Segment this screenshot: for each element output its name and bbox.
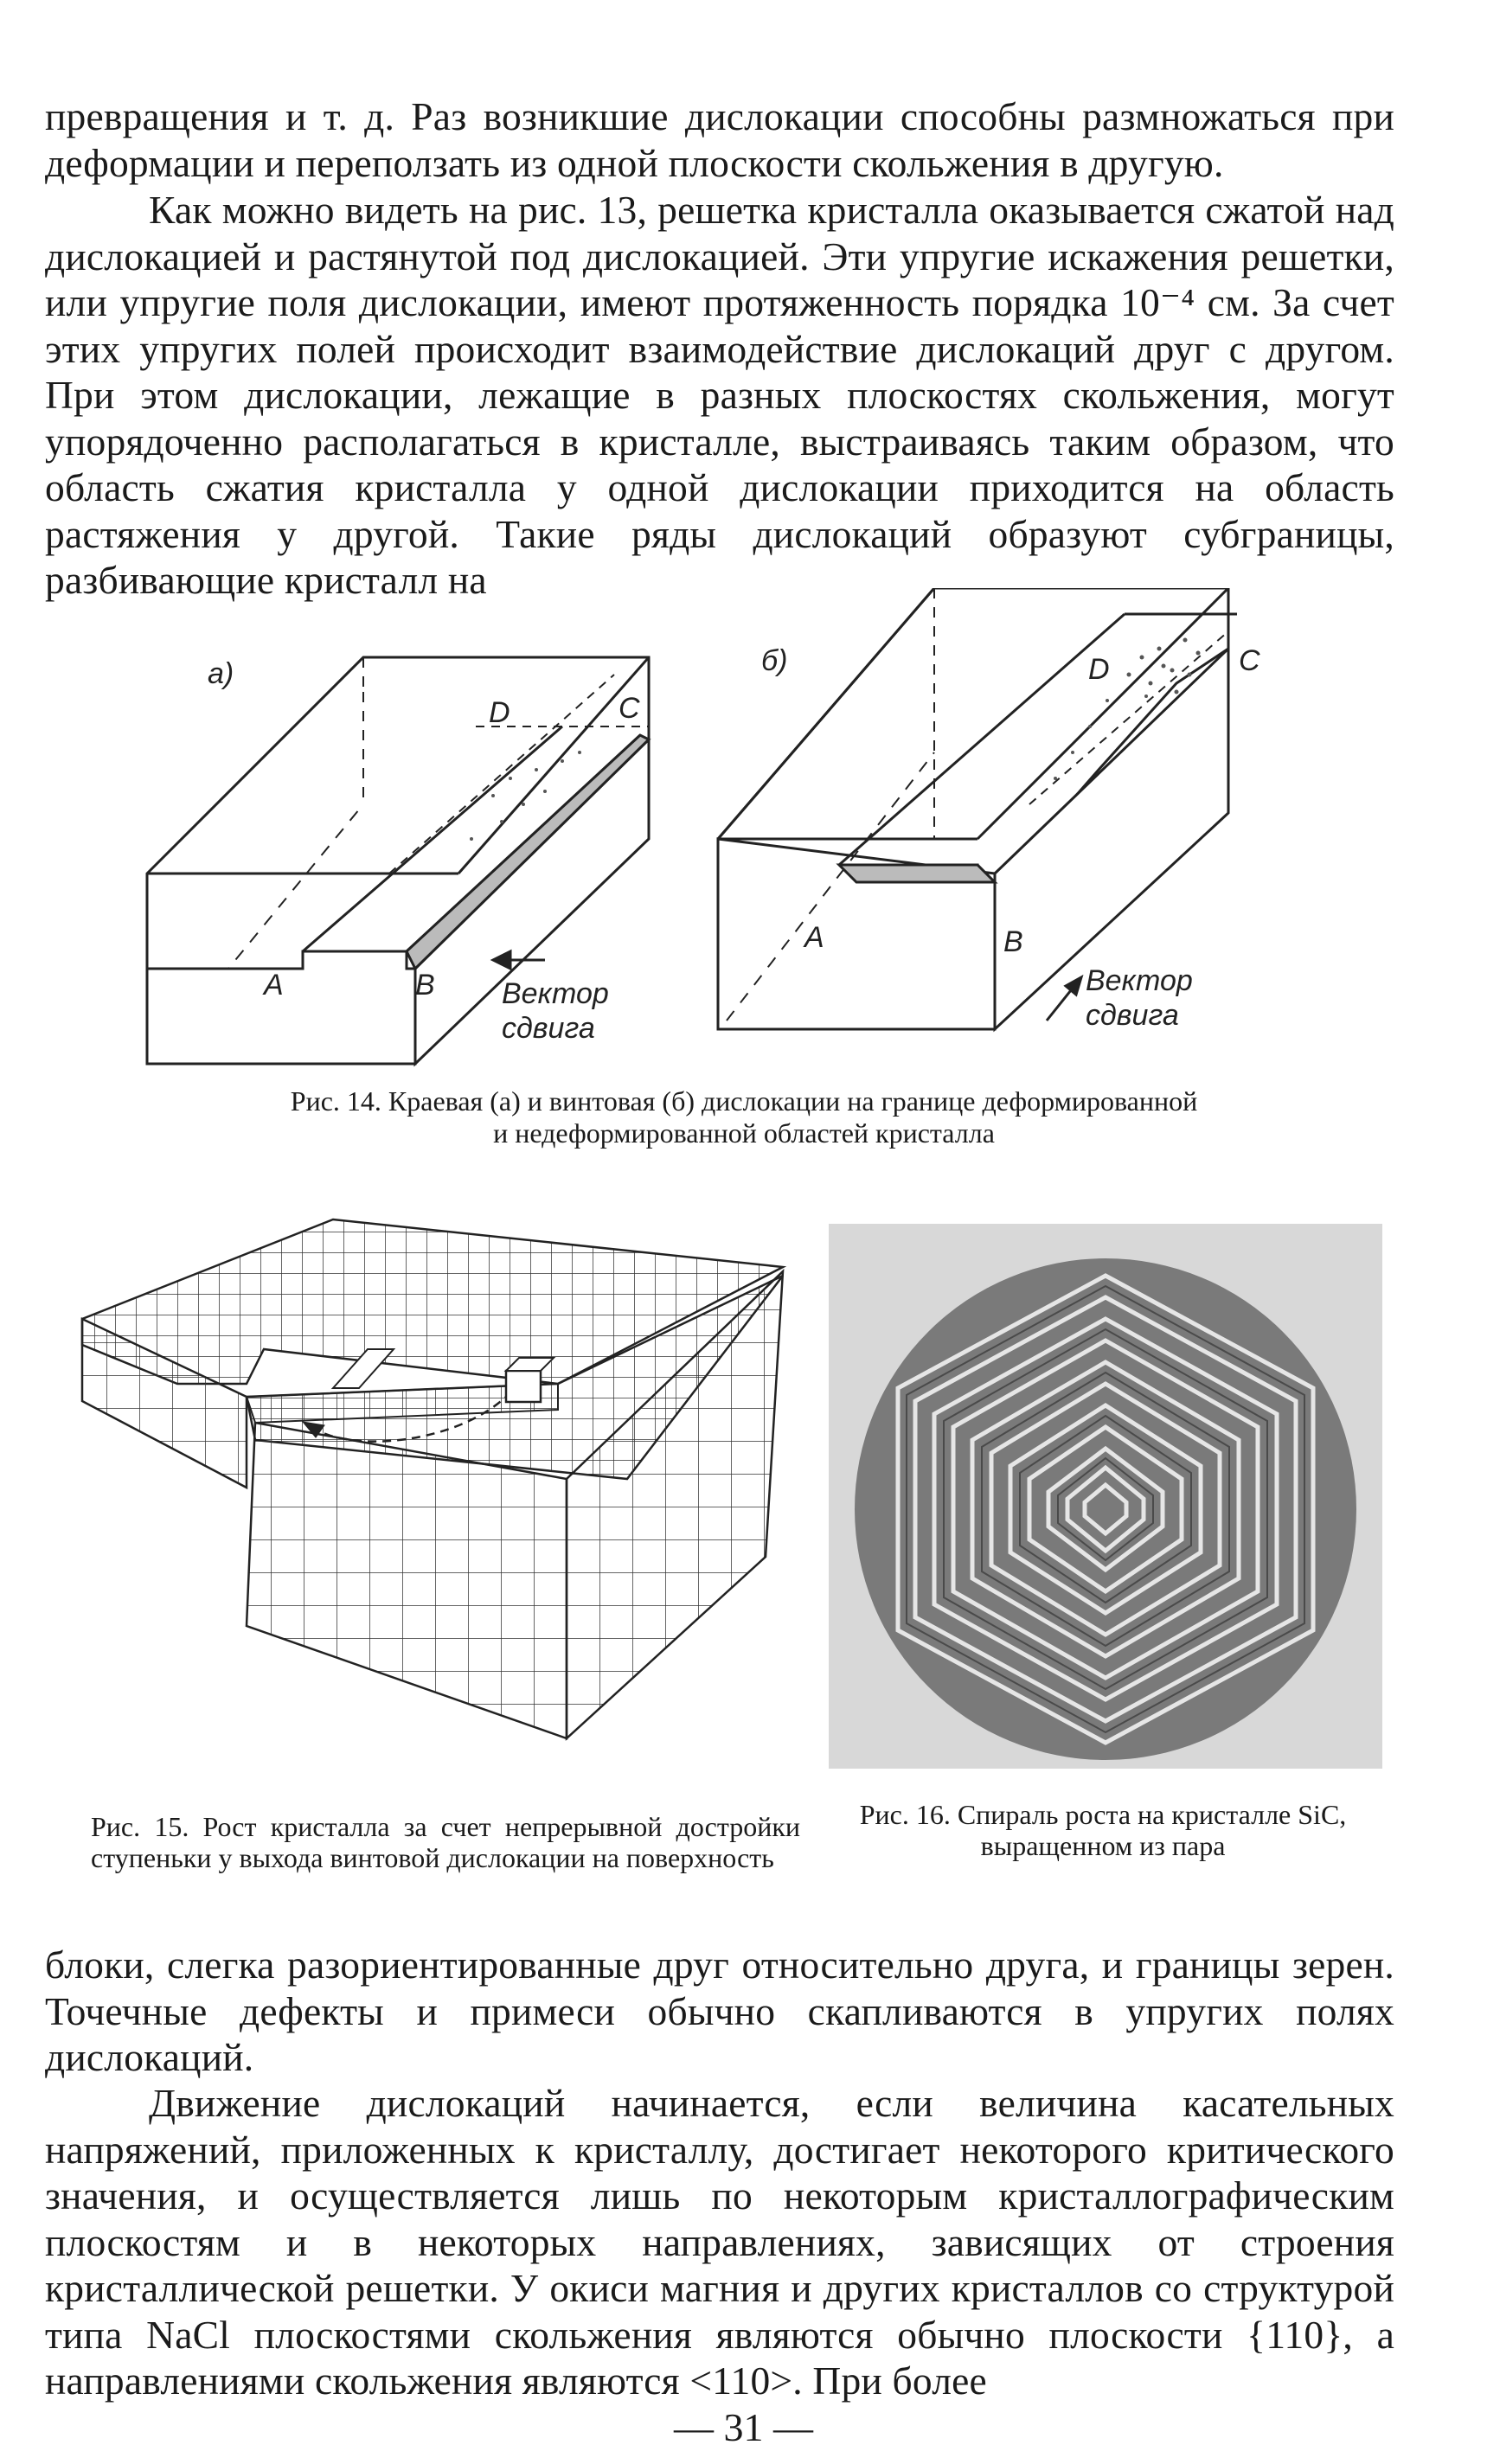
paragraph-1: превращения и т. д. Раз возникшие дислокации способны размножаться при деформации и переползать из одной плоскости скольжения в другую. bbox=[45, 94, 1394, 185]
point-a-left: A bbox=[264, 969, 284, 1002]
paragraph-4: Движение дислокаций начинается, если величина касательных напряжений, приложенных к кристаллу, достигает некоторого критического значения, и осуществляется лишь по некоторым кристаллографическим плоскостям и в некоторых направлениях, зависящих от строения кристаллической решетки. У окиси магния и других кристаллов со структурой типа NaCl плоскостями скольжения являются обычно плоскости {110}, а направлениями скольжения являются <110>. При более bbox=[45, 2081, 1394, 2403]
shift-vector-label-right-word1: Вектор bbox=[1086, 964, 1193, 997]
point-b-right: B bbox=[1003, 925, 1023, 958]
edge-dislocation-diagram bbox=[147, 657, 649, 1064]
growth-spiral-photo bbox=[855, 1258, 1356, 1760]
figure-15 bbox=[74, 1211, 792, 1773]
figure-14 bbox=[130, 588, 1324, 1072]
shift-vector-label-right-word2: сдвига bbox=[1086, 999, 1179, 1032]
figure-14-caption-line1: Рис. 14. Краевая (а) и винтовая (б) дислокации на границе деформированной bbox=[290, 1085, 1198, 1117]
point-d-left: D bbox=[489, 696, 510, 729]
paragraph-2: Как можно видеть на рис. 13, решетка кристалла оказывается сжатой над дислокацией и растянутой под дислокацией. Эти упругие искажения решетки, или упругие поля дислокации, имеют протяженность порядка 10⁻⁴ см. За счет этих упругих полей происходит взаимодействие дислокаций друг с другом. При этом дислокации, лежащие в разных плоскостях скольжения, могут упорядоченно располагаться в кристалле, выстраиваясь таким образом, что область сжатия кристалла у одной дислокации приходится на область растяжения у другой. Такие ряды дислокаций образуют субграницы, разбивающие кристалл на bbox=[45, 188, 1394, 602]
figure-16 bbox=[829, 1224, 1382, 1769]
page-number: — 31 — bbox=[674, 2405, 813, 2449]
point-c-right: C bbox=[1239, 644, 1260, 677]
point-d-right: D bbox=[1088, 653, 1110, 686]
label-a: а) bbox=[208, 657, 234, 690]
paragraph-3: блоки, слегка разориентированные друг относительно друга, и границы зерен. Точечные дефекты и примеси обычно скапливаются в упругих полях дислокаций. bbox=[45, 1942, 1394, 2079]
point-b-left: B bbox=[415, 969, 435, 1002]
figure-14-caption-line2: и недеформированной областей кристалла bbox=[493, 1117, 995, 1149]
shift-vector-label-word1: Вектор bbox=[502, 977, 609, 1010]
point-c-left: C bbox=[619, 692, 640, 725]
screw-dislocation-diagram bbox=[718, 588, 1260, 1032]
label-b: б) bbox=[761, 644, 788, 677]
shift-vector-label-word2: сдвига bbox=[502, 1012, 595, 1045]
point-a-right: A bbox=[804, 921, 824, 954]
figure-15-caption: Рис. 15. Рост кристалла за счет непрерывной достройки ступеньки у выхода винтовой дислокации на поверхность bbox=[91, 1811, 800, 1873]
figure-16-caption: Рис. 16. Спираль роста на кристалле SiC, выращенном из пара bbox=[859, 1799, 1347, 1861]
